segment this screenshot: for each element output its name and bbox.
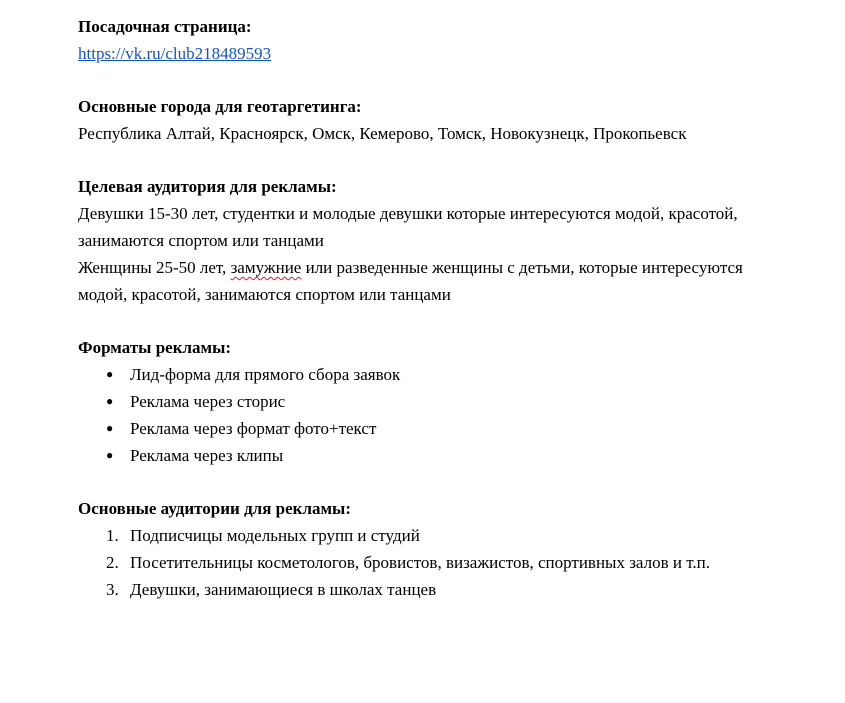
main-audiences-list <box>78 522 770 603</box>
list-item <box>78 415 770 442</box>
geo-targeting-heading: Основные города для геотаргетинга: <box>78 97 362 116</box>
bullet-icon: ● <box>106 448 114 462</box>
list-item <box>78 522 770 549</box>
list-item <box>78 442 770 469</box>
target-audience-paragraph-2 <box>78 254 770 308</box>
list-item-label: Подписчицы модельных групп и студий <box>130 526 420 545</box>
geo-targeting-cities: Республика Алтай, Красноярск, Омск, Кемерово, Томск, Новокузнецк, Прокопьевск <box>78 124 687 143</box>
list-item-label: Лид-форма для прямого сбора заявок <box>130 365 401 384</box>
target-audience-heading: Целевая аудитория для рекламы: <box>78 177 337 196</box>
list-item <box>78 576 770 603</box>
landing-page-link[interactable]: https://vk.ru/club218489593 <box>78 44 272 63</box>
list-item-label: Посетительницы косметологов, бровистов, визажистов, спортивных залов и т.п. <box>130 553 710 572</box>
list-number: 2. <box>106 553 119 572</box>
paragraph-2-prefix: Женщины 25-50 лет, <box>78 258 231 277</box>
list-item-label: Реклама через клипы <box>130 446 284 465</box>
list-item <box>78 361 770 388</box>
section-landing-page <box>78 13 770 67</box>
list-item-label: Реклама через формат фото+текст <box>130 419 377 438</box>
list-item-label: Девушки, занимающиеся в школах танцев <box>130 580 437 599</box>
section-main-audiences <box>78 495 770 603</box>
landing-page-heading: Посадочная страница: <box>78 17 252 36</box>
bullet-icon: ● <box>106 421 114 435</box>
list-item-label: Реклама через сторис <box>130 392 286 411</box>
ad-formats-heading: Форматы рекламы: <box>78 338 232 357</box>
spellcheck-flagged-word: замужние <box>230 258 302 277</box>
section-target-audience <box>78 173 770 308</box>
list-item <box>78 388 770 415</box>
paragraph-2-suffix: или разведенные женщины с детьми, которые интересуются модой, красотой, занимаются спортом или танцами <box>78 258 743 304</box>
list-item <box>78 549 770 576</box>
list-number: 3. <box>106 580 119 599</box>
list-number: 1. <box>106 526 119 545</box>
section-geo-targeting <box>78 93 770 147</box>
ad-formats-list <box>78 361 770 469</box>
target-audience-paragraph-1: Девушки 15-30 лет, студентки и молодые девушки которые интересуются модой, красотой, занимаются спортом или танцами <box>78 204 738 250</box>
bullet-icon: ● <box>106 367 114 381</box>
section-ad-formats <box>78 334 770 469</box>
document-content <box>78 13 770 603</box>
bullet-icon: ● <box>106 394 114 408</box>
main-audiences-heading: Основные аудитории для рекламы: <box>78 499 351 518</box>
